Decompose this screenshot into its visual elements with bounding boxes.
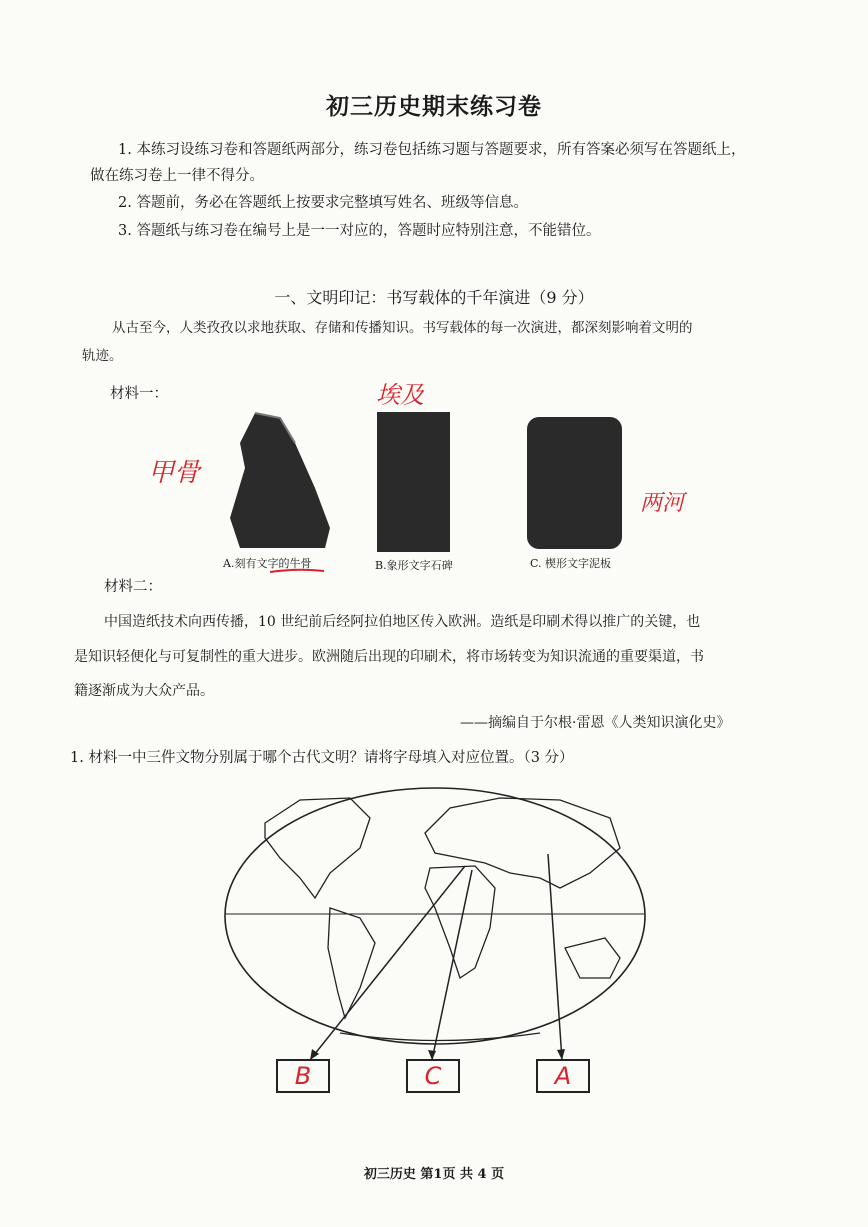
answer-box-1: B <box>276 1059 330 1093</box>
material1-label: 材料一： <box>110 386 168 402</box>
handwritten-note-b: 埃及 <box>376 381 424 409</box>
question-1: 1. 材料一中三件文物分别属于哪个古代文明？请将字母填入对应位置。（3 分） <box>70 750 574 766</box>
oracle-bone-image <box>225 408 335 553</box>
material2-line2: 是知识轻便化与可复制性的重大进步。欧洲随后出现的印刷术，将市场转变为知识流通的重要渠道，书 <box>74 649 704 665</box>
clay-tablet-image <box>527 417 622 549</box>
section-intro-line2: 轨迹。 <box>82 348 123 364</box>
material2-line1: 中国造纸技术向西传播，10 世纪前后经阿拉伯地区传入欧洲。造纸是印刷术得以推广的关键，也 <box>104 614 701 630</box>
stone-stele-image <box>377 412 450 552</box>
handwritten-note-c: 两河 <box>640 491 685 516</box>
citation: ——摘编自于尔根·雷恩《人类知识演化史》 <box>460 715 731 731</box>
page-footer: 初三历史 第1页 共 4 页 <box>363 1167 505 1182</box>
caption-a: A.刻有文字的牛骨 <box>223 557 312 570</box>
handwritten-note-a: 甲骨 <box>148 458 201 488</box>
caption-c: C. 楔形文字泥板 <box>530 557 612 570</box>
section-intro-line1: 从古至今，人类孜孜以求地获取、存储和传播知识。书写载体的每一次演进，都深刻影响着文明的 <box>112 320 693 336</box>
caption-b: B.象形文字石碑 <box>375 559 453 572</box>
material2-label: 材料二： <box>104 579 162 595</box>
instruction-1-cont: 做在练习卷上一律不得分。 <box>90 168 264 184</box>
handwritten-underline <box>268 566 328 576</box>
section-title: 一、文明印记：书写载体的千年演进（9 分） <box>274 288 594 307</box>
material2-line3: 籍逐渐成为大众产品。 <box>74 683 214 699</box>
instruction-3: 3. 答题纸与练习卷在编号上是一一对应的，答题时应特别注意，不能错位。 <box>118 223 601 239</box>
page-title: 初三历史期末练习卷 <box>326 93 542 120</box>
answer-box-2: C <box>406 1059 460 1093</box>
answer-box-3: A <box>536 1059 590 1093</box>
instruction-2: 2. 答题前，务必在答题纸上按要求完整填写姓名、班级等信息。 <box>118 195 528 211</box>
instruction-1: 1. 本练习设练习卷和答题纸两部分，练习卷包括练习题与答题要求，所有答案必须写在答题纸上， <box>118 142 746 158</box>
